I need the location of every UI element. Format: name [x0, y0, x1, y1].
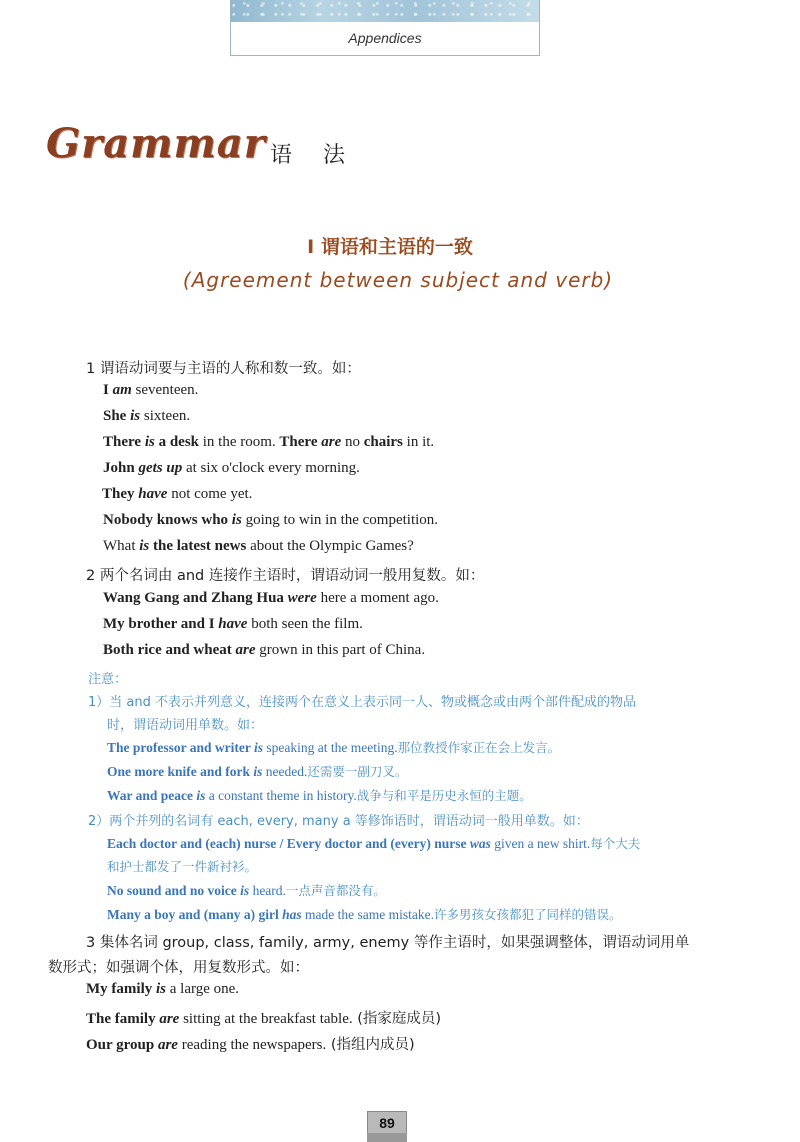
- rule3-example-2: [86, 1007, 441, 1028]
- translation: 战争与和平是历史永恒的主题。: [356, 788, 532, 803]
- note1-line1: 1）当 and 不表示并列意义，连接两个在意义上表示同一人、物或概念或由两个部件配成的物品: [88, 695, 636, 710]
- rule3-line2: 数形式；如强调个体，用复数形式。如：: [48, 960, 309, 976]
- chapter-title: Grammar: [46, 120, 266, 167]
- object: a desk: [154, 434, 200, 450]
- note-label: 注意：: [88, 672, 128, 687]
- rest: sitting at the breakfast table.: [179, 1011, 353, 1027]
- rule2-example-3: [103, 642, 425, 659]
- verb: was: [469, 836, 491, 851]
- note2-example-3: [107, 905, 622, 923]
- rest: both seen the film.: [247, 616, 363, 632]
- rest: speaking at the meeting.: [263, 740, 398, 755]
- translation: 那位教授作家正在会上发言。: [397, 740, 561, 755]
- section-title-cn: I 谓语和主语的一致: [307, 236, 473, 258]
- verb: have: [218, 616, 248, 632]
- rule1-example-2: [103, 408, 190, 425]
- verb: am: [112, 382, 132, 398]
- rule1-intro: 1 谓语动词要与主语的人称和数一致。如：: [86, 361, 361, 377]
- rule3-line1: 3 集体名词 group, class, family, army, enemy 等作主语时，如果强调整体，谓语动词用单: [86, 935, 690, 951]
- translation: 每个大夫: [590, 836, 641, 851]
- subject: My brother and I: [103, 616, 219, 632]
- rest: seventeen.: [131, 382, 199, 398]
- rest-2: no: [341, 434, 364, 450]
- rest: going to win in the competition.: [241, 512, 439, 528]
- lead: What: [103, 538, 140, 554]
- verb: is: [196, 788, 206, 803]
- note1-line2: 时，谓语动词用单数。如：: [107, 718, 264, 733]
- rest: reading the newspapers.: [177, 1037, 327, 1053]
- rule1-example-3: [103, 434, 434, 451]
- translation: 许多男孩女孩都犯了同样的错误。: [434, 907, 622, 922]
- verb: were: [287, 590, 317, 606]
- section-title-en: (Agreement between subject and verb): [182, 268, 614, 292]
- subject-2: There: [279, 434, 322, 450]
- verb: gets up: [138, 460, 183, 476]
- subject: I: [103, 382, 113, 398]
- subject: John: [103, 460, 139, 476]
- note1-example-1: [107, 738, 560, 756]
- subject: No sound and no voice: [107, 883, 241, 898]
- verb: are: [235, 642, 256, 658]
- note2-example-1: [107, 834, 640, 852]
- rule2-intro: 2 两个名词由 and 连接作主语时，谓语动词一般用复数。如：: [86, 568, 485, 584]
- rule2-example-1: [103, 590, 439, 607]
- object-2: chairs: [363, 434, 403, 450]
- rest: made the same mistake.: [301, 907, 434, 922]
- rule1-example-6: [103, 512, 438, 529]
- rest: a constant theme in history.: [205, 788, 357, 803]
- verb-2: are: [321, 434, 342, 450]
- rest: at six o'clock every morning.: [182, 460, 360, 476]
- subject: The family: [86, 1011, 160, 1027]
- subject: Each doctor and (each) nurse / Every doctor and (every) nurse: [107, 836, 470, 851]
- verb: is: [155, 981, 166, 997]
- subject: There: [103, 434, 145, 450]
- note2-example-2: [107, 881, 386, 899]
- page-number-base: [367, 1133, 407, 1142]
- verb: is: [254, 740, 264, 755]
- note1-example-2: [107, 762, 407, 780]
- rest-3: in it.: [402, 434, 435, 450]
- rest: heard.: [249, 883, 286, 898]
- verb: has: [282, 907, 302, 922]
- rule3-example-3: [86, 1033, 415, 1054]
- rest: in the room.: [199, 434, 280, 450]
- subject: Both rice and wheat: [103, 642, 236, 658]
- header-label: Appendices: [348, 30, 422, 46]
- verb: is: [240, 883, 250, 898]
- rule1-example-4: [103, 460, 360, 477]
- verb: is: [139, 538, 150, 554]
- rule1-example-5: [102, 486, 252, 503]
- verb: is: [253, 764, 263, 779]
- gloss: (指组内成员): [326, 1037, 415, 1053]
- translation-cont: 和护士都发了一件新衬衫。: [107, 859, 258, 874]
- rest: about the Olympic Games?: [246, 538, 414, 554]
- subject: Many a boy and (many a) girl: [107, 907, 283, 922]
- page-number: 89: [367, 1111, 407, 1134]
- subject: the latest news: [149, 538, 247, 554]
- verb: are: [157, 1037, 178, 1053]
- translation: 一点声音都没有。: [285, 883, 386, 898]
- subject: Nobody knows who: [103, 512, 232, 528]
- note1-example-3: [107, 786, 532, 804]
- rest: grown in this part of China.: [255, 642, 426, 658]
- rest: given a new shirt.: [490, 836, 591, 851]
- subject: They: [102, 486, 139, 502]
- verb: is: [231, 512, 242, 528]
- verb: are: [159, 1011, 180, 1027]
- subject: War and peace: [107, 788, 197, 803]
- rule3-example-1: [86, 981, 239, 998]
- rule1-example-7: [103, 538, 414, 555]
- rest: here a moment ago.: [316, 590, 439, 606]
- subject: She: [103, 408, 131, 424]
- gloss: (指家庭成员): [352, 1011, 442, 1027]
- running-header: [230, 0, 540, 56]
- rule2-example-2: [103, 616, 363, 633]
- rest: a large one.: [166, 981, 240, 997]
- rest: not come yet.: [167, 486, 253, 502]
- header-decorative-band: [231, 0, 539, 22]
- subject: One more knife and fork: [107, 764, 254, 779]
- subject: Wang Gang and Zhang Hua: [103, 590, 288, 606]
- rest: needed.: [262, 764, 308, 779]
- verb: is: [144, 434, 155, 450]
- translation: 还需要一副刀叉。: [307, 764, 408, 779]
- subject: The professor and writer: [107, 740, 254, 755]
- note2-example-1-cont: [107, 857, 257, 875]
- subject: My family: [86, 981, 156, 997]
- note2-line1: 2）两个并列的名词有 each, every, many a 等修饰语时，谓语动词一般用单数。如：: [88, 814, 589, 829]
- rule1-example-1: [103, 382, 198, 399]
- verb: have: [138, 486, 168, 502]
- verb: is: [130, 408, 141, 424]
- rest: sixteen.: [140, 408, 191, 424]
- chapter-title-cn: 语 法: [270, 143, 357, 168]
- subject: Our group: [86, 1037, 158, 1053]
